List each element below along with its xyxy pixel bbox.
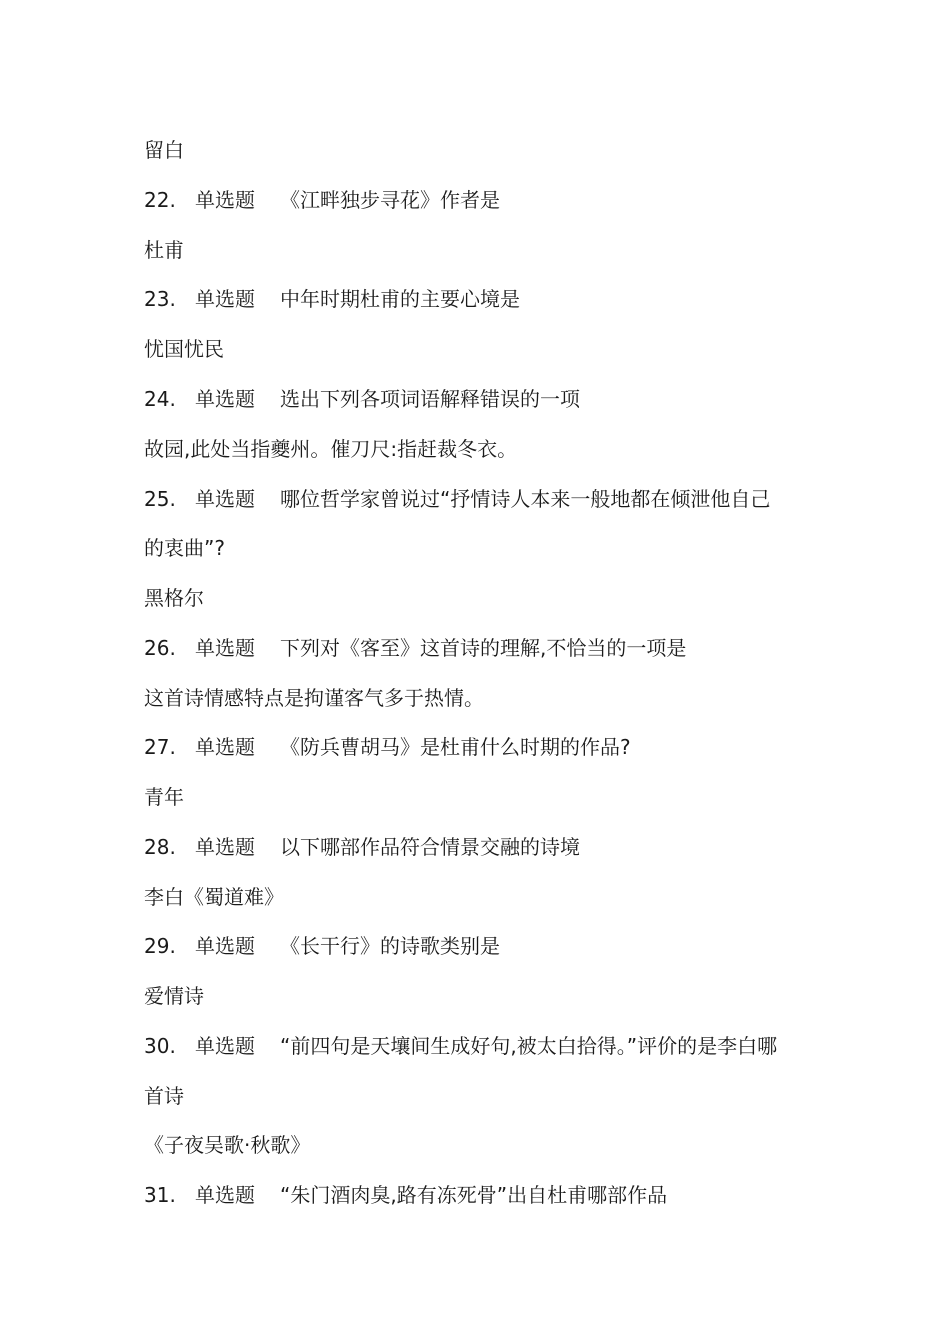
question-number: 27.: [144, 735, 176, 759]
answer-26: 这首诗情感特点是拘谨客气多于热情。: [144, 686, 484, 710]
question-text: 《防兵曹胡马》是杜甫什么时期的作品?: [280, 735, 631, 759]
question-type: 单选题: [195, 735, 255, 759]
question-27: [144, 733, 824, 761]
question-type: 单选题: [195, 387, 255, 411]
question-type: 单选题: [195, 934, 255, 958]
question-type: 单选题: [195, 487, 255, 511]
question-text: 以下哪部作品符合情景交融的诗境: [280, 835, 580, 859]
question-number: 31.: [144, 1183, 176, 1207]
question-text: 下列对《客至》这首诗的理解,不恰当的一项是: [280, 636, 687, 660]
question-31: [144, 1181, 824, 1209]
question-type: 单选题: [195, 1034, 255, 1058]
answer-22: 杜甫: [144, 238, 184, 262]
question-30: [144, 1032, 824, 1060]
question-25: [144, 485, 824, 513]
question-text: 选出下列各项词语解释错误的一项: [280, 387, 580, 411]
question-text: 中年时期杜甫的主要心境是: [280, 287, 520, 311]
question-number: 30.: [144, 1034, 176, 1058]
question-number: 25.: [144, 487, 176, 511]
answer-24: 故园,此处当指夔州。催刀尺:指赶裁冬衣。: [144, 437, 518, 461]
answer-28: 李白《蜀道难》: [144, 885, 284, 909]
question-type: 单选题: [195, 287, 255, 311]
answer-23: 忧国忧民: [144, 337, 224, 361]
answer-29: 爱情诗: [144, 984, 204, 1008]
question-number: 22.: [144, 188, 176, 212]
question-type: 单选题: [195, 1183, 255, 1207]
question-number: 23.: [144, 287, 176, 311]
question-text: 《长干行》的诗歌类别是: [280, 934, 500, 958]
question-number: 29.: [144, 934, 176, 958]
question-22: [144, 186, 824, 214]
question-text: 哪位哲学家曾说过“抒情诗人本来一般地都在倾泄他自己: [280, 487, 771, 511]
question-23: [144, 285, 824, 313]
question-30-continued: 首诗: [144, 1084, 184, 1108]
question-type: 单选题: [195, 188, 255, 212]
answer-27: 青年: [144, 785, 184, 809]
question-number: 28.: [144, 835, 176, 859]
question-29: [144, 932, 824, 960]
question-text: “前四句是天壤间生成好句,被太白拾得。”评价的是李白哪: [280, 1034, 778, 1058]
question-number: 26.: [144, 636, 176, 660]
question-24: [144, 385, 824, 413]
question-number: 24.: [144, 387, 176, 411]
question-28: [144, 833, 824, 861]
question-25-continued: 的衷曲”?: [144, 536, 225, 560]
question-26: [144, 634, 824, 662]
answer-30: 《子夜吴歌·秋歌》: [144, 1133, 311, 1157]
question-text: “朱门酒肉臭,路有冻死骨”出自杜甫哪部作品: [280, 1183, 668, 1207]
answer-text: 留白: [144, 138, 184, 162]
question-type: 单选题: [195, 835, 255, 859]
answer-25: 黑格尔: [144, 586, 204, 610]
question-text: 《江畔独步寻花》作者是: [280, 188, 500, 212]
question-type: 单选题: [195, 636, 255, 660]
